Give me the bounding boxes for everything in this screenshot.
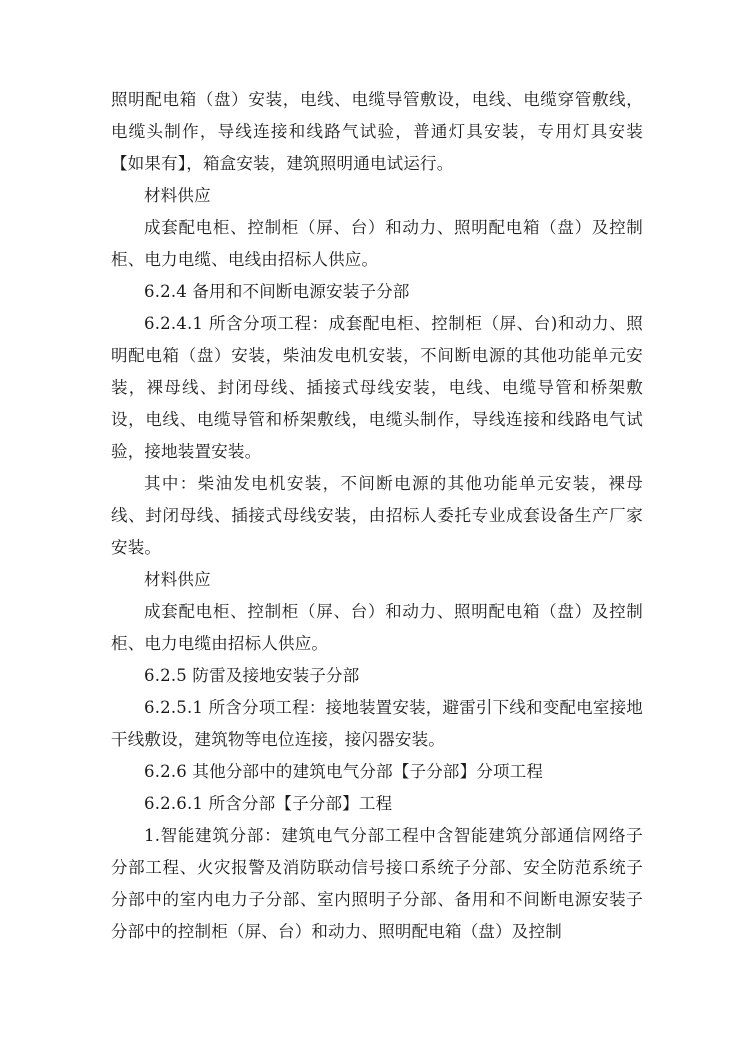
paragraph: 1.智能建筑分部：建筑电气分部工程中含智能建筑分部通信网络子分部工程、火灾报警及消防联动信号接口系统子分部、安全防范系统子分部中的室内电力子分部、室内照明子分部、备用和不间断电源安装子分部中的控制柜（屏、台）和动力、照明配电箱（盘）及控制 <box>111 826 643 941</box>
section-heading: 6.2.4 备用和不间断电源安装子分部 <box>144 282 410 301</box>
paragraph: 照明配电箱（盘）安装，电线、电缆导管敷设，电线、电缆穿管敷线，电缆头制作，导线连接和线路气试验，普通灯具安装，专用灯具安装【如果有】，箱盒安装，建筑照明通电试运行。 <box>111 90 643 173</box>
paragraph: 材料供应 <box>144 186 211 205</box>
paragraph: 成套配电柜、控制柜（屏、台）和动力、照明配电箱（盘）及控制柜、电力电缆由招标人供应。 <box>111 602 643 653</box>
section-heading: 6.2.5 防雷及接地安装子分部 <box>144 666 360 685</box>
document-body <box>111 84 643 948</box>
section-heading: 6.2.6.1 所含分部【子分部】工程 <box>144 794 393 813</box>
paragraph: 6.2.5.1 所含分项工程：接地装置安装，避雷引下线和变配电室接地干线敷设，建筑物等电位连接，接闪器安装。 <box>111 698 643 749</box>
paragraph: 成套配电柜、控制柜（屏、台）和动力、照明配电箱（盘）及控制柜、电力电缆、电线由招标人供应。 <box>111 218 643 269</box>
paragraph: 6.2.4.1 所含分项工程：成套配电柜、控制柜（屏、台)和动力、照明配电箱（盘）安装，柴油发电机安装，不间断电源的其他功能单元安装，裸母线、封闭母线、插接式母线安装，电线、电缆导管和桥架敷设，电线、电缆导管和桥架敷线，电缆头制作，导线连接和线路电气试验，接地装置安装。 <box>111 314 643 461</box>
paragraph: 材料供应 <box>144 570 211 589</box>
paragraph: 其中：柴油发电机安装，不间断电源的其他功能单元安装，裸母线、封闭母线、插接式母线安装，由招标人委托专业成套设备生产厂家安装。 <box>111 474 643 557</box>
section-heading: 6.2.6 其他分部中的建筑电气分部【子分部】分项工程 <box>144 762 544 781</box>
